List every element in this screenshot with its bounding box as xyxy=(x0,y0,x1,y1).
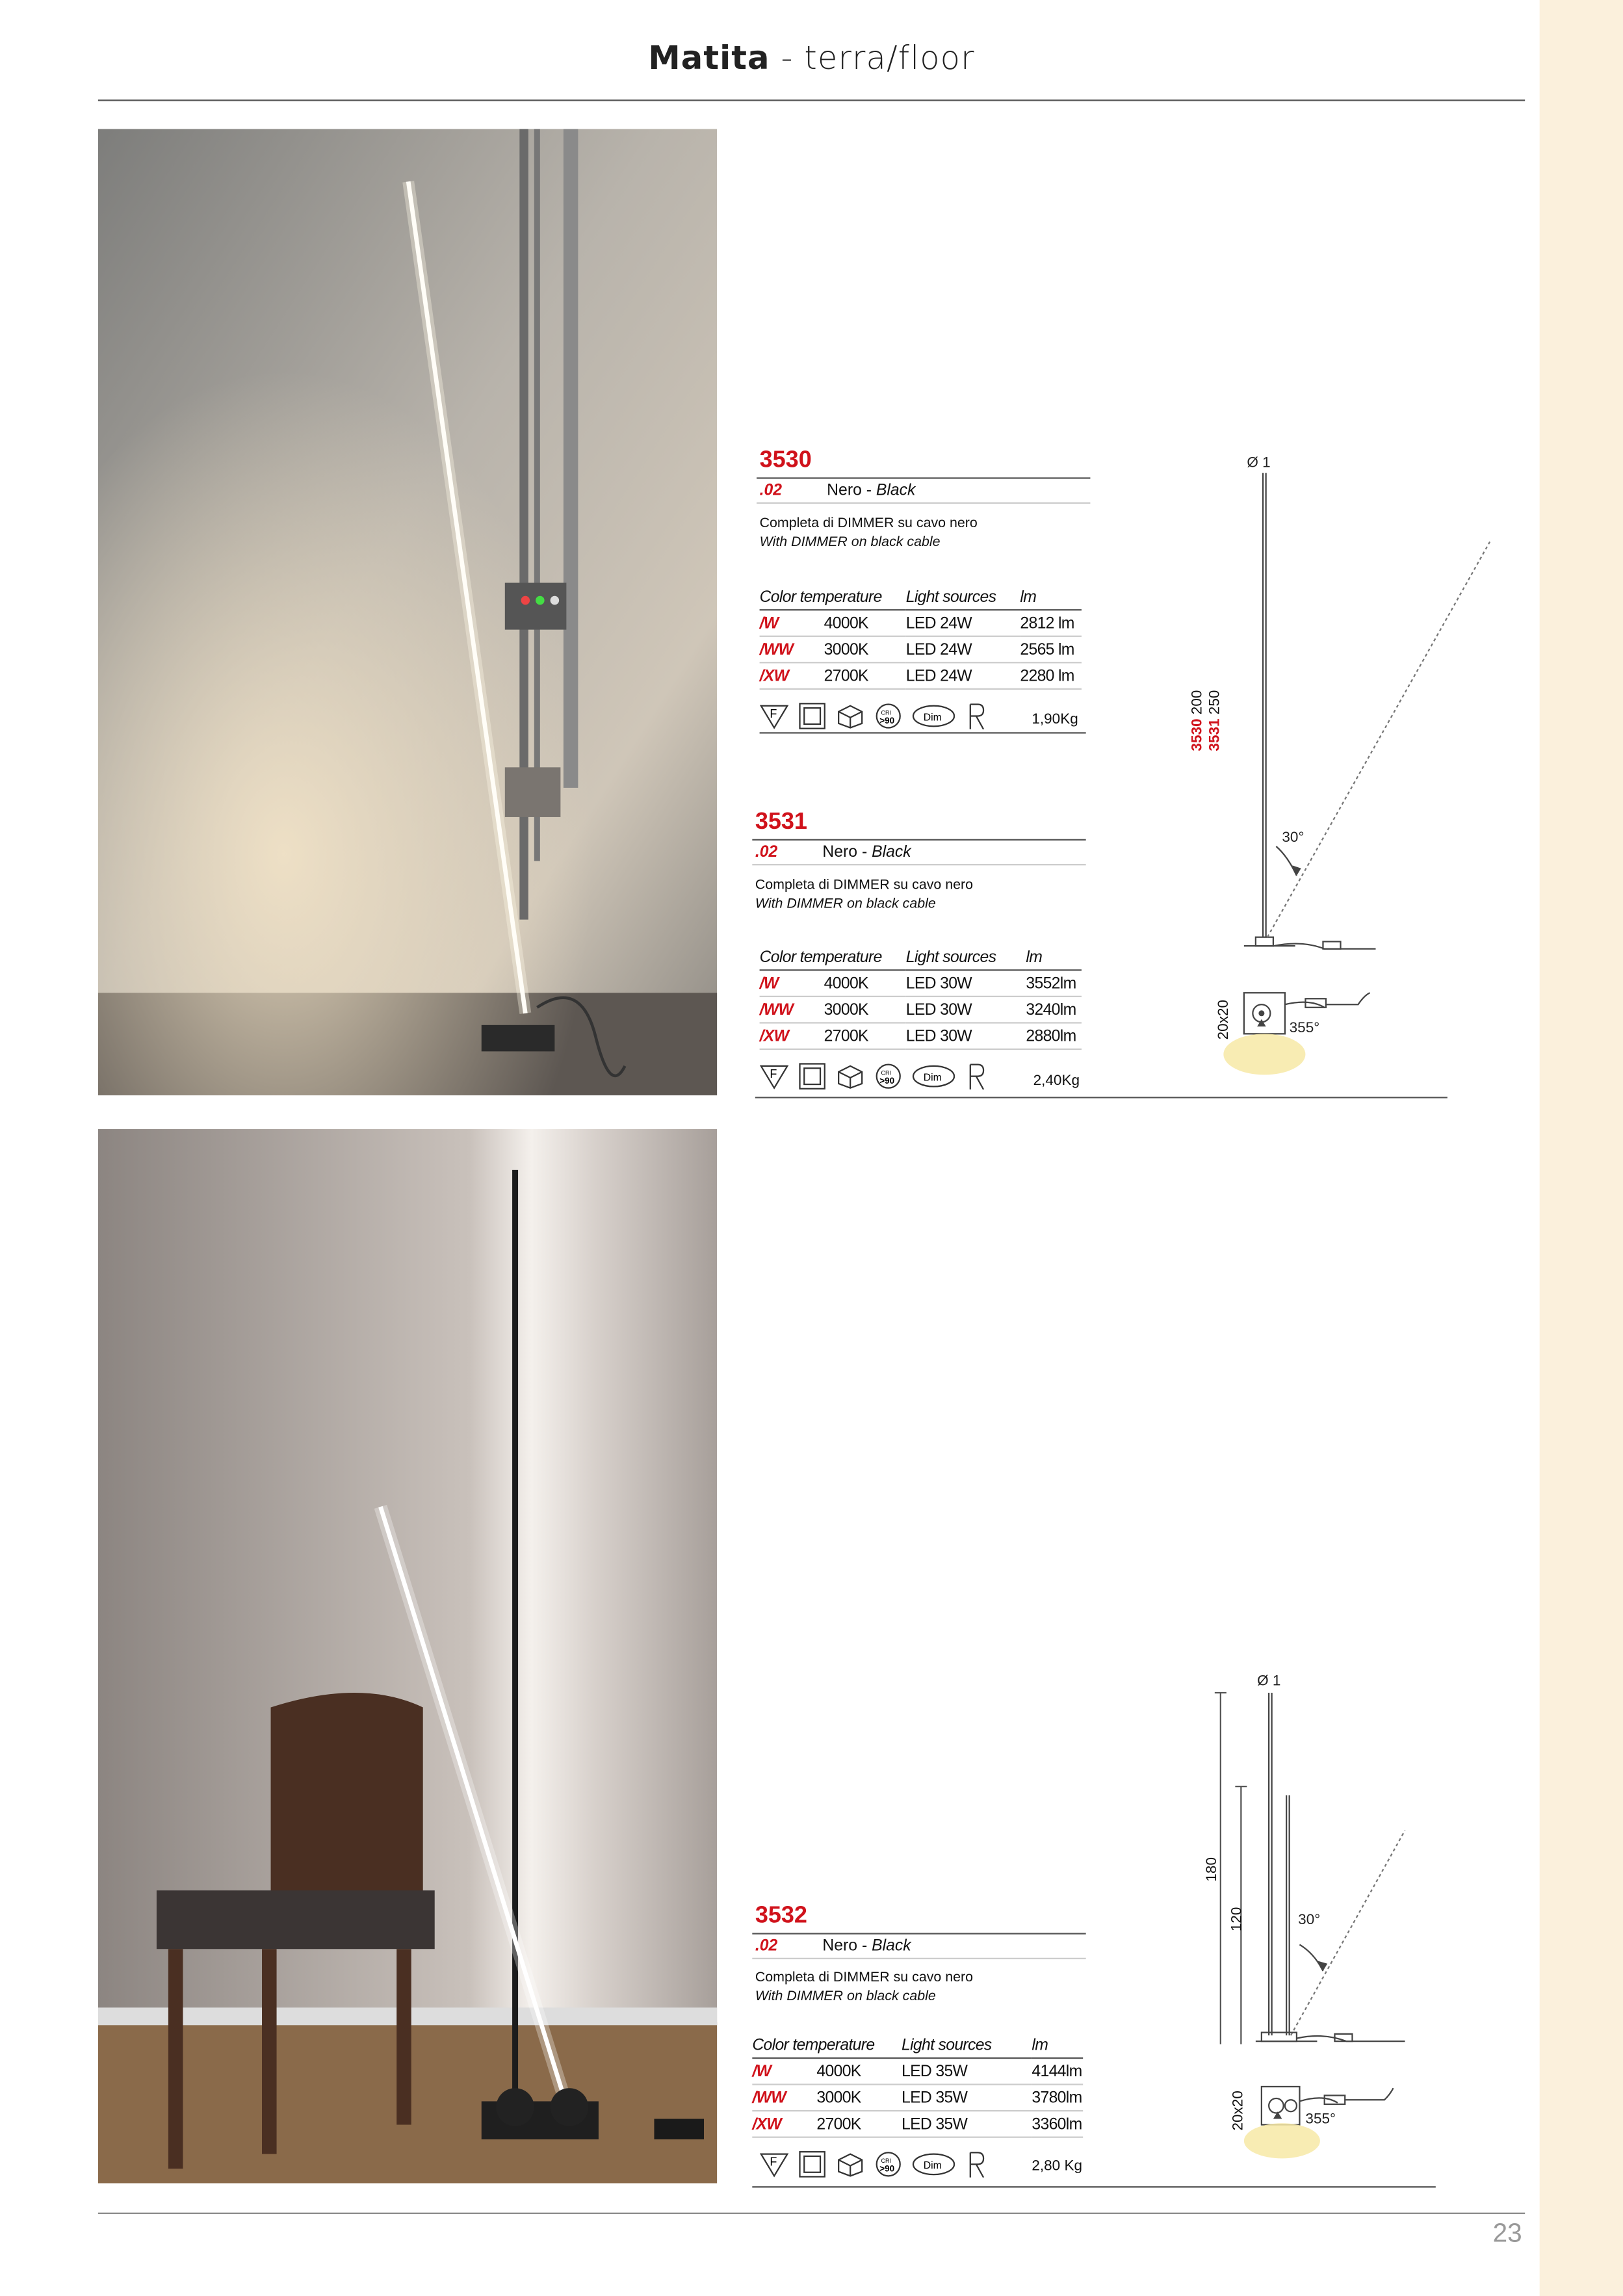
cri-icon xyxy=(875,703,902,729)
svg-text:>90: >90 xyxy=(879,2163,895,2174)
light-source: LED 30W xyxy=(906,997,1026,1023)
product-photo-1 xyxy=(98,129,717,1095)
lumens: 3780lm xyxy=(1032,2085,1083,2111)
description-3531 xyxy=(755,876,973,914)
svg-text:CRI: CRI xyxy=(881,709,891,716)
color-temp: 2700K xyxy=(824,1027,868,1045)
desc-en: With DIMMER on black cable xyxy=(755,1989,936,2005)
product-code-3530: 3530 xyxy=(759,448,812,473)
color-temp: 3000K xyxy=(816,2089,861,2107)
lumens: 2812 lm xyxy=(1020,610,1082,636)
f-class-icon xyxy=(760,2151,789,2178)
sku-suffix: /XW xyxy=(759,667,789,685)
height-label-3531: 3531 250 xyxy=(1207,690,1224,751)
sku-suffix: /W xyxy=(752,2062,772,2080)
dimmable-icon xyxy=(912,705,956,728)
spec-table-3532 xyxy=(752,2034,1083,2138)
desc-it: Completa di DIMMER su cavo nero xyxy=(755,877,974,894)
diameter-label-2: Ø 1 xyxy=(1257,1673,1281,1690)
col-light-sources: Light sources xyxy=(906,946,1026,970)
table-row xyxy=(752,2111,1083,2137)
r-mark-icon xyxy=(966,2150,987,2179)
installation-box-icon xyxy=(836,703,865,729)
weight-3532: 2,80 Kg xyxy=(1032,2158,1083,2175)
variant-name: Nero - Black xyxy=(822,1937,911,1955)
weight-3530: 1,90Kg xyxy=(1032,711,1078,728)
table-row xyxy=(752,2058,1083,2085)
lumens: 3360lm xyxy=(1032,2111,1083,2137)
spec-header xyxy=(752,2034,1083,2058)
light-source: LED 24W xyxy=(906,636,1020,663)
spec-table-3531 xyxy=(760,946,1082,1050)
cri-icon xyxy=(875,2151,902,2178)
svg-text:Dim: Dim xyxy=(923,712,942,724)
variant-code: .02 xyxy=(759,482,783,500)
header-divider xyxy=(98,99,1525,101)
product-subtitle: - terra/floor xyxy=(770,41,975,78)
page-title xyxy=(0,41,1623,77)
spec-header xyxy=(760,946,1082,970)
color-temp: 4000K xyxy=(824,974,868,993)
angle-label-2: 30° xyxy=(1298,1912,1321,1929)
product-name: Matita xyxy=(648,41,770,78)
col-lm: lm xyxy=(1032,2034,1083,2058)
desc-it: Completa di DIMMER su cavo nero xyxy=(759,515,978,532)
color-temp: 4000K xyxy=(816,2062,861,2080)
desc-it: Completa di DIMMER su cavo nero xyxy=(755,1969,974,1986)
sku-suffix: /WW xyxy=(759,640,794,659)
cri-icon xyxy=(875,1063,902,1089)
height-label-180: 180 xyxy=(1204,1857,1221,1882)
sku-suffix: /XW xyxy=(759,1027,789,1045)
sku-suffix: /W xyxy=(759,614,779,632)
lumens: 3240lm xyxy=(1026,997,1082,1023)
technical-drawing-1 xyxy=(1171,439,1522,1084)
light-source: LED 24W xyxy=(906,662,1020,689)
variant-name: Nero - Black xyxy=(822,843,911,861)
product-code-3532: 3532 xyxy=(755,1903,807,1929)
light-source: LED 35W xyxy=(902,2085,1032,2111)
table-row xyxy=(760,1023,1082,1049)
svg-text:F: F xyxy=(770,2155,777,2169)
svg-text:F: F xyxy=(770,707,777,720)
col-color-temp: Color temperature xyxy=(760,586,906,610)
spec-table-3530 xyxy=(760,586,1082,690)
footer-divider xyxy=(98,2213,1525,2214)
svg-text:CRI: CRI xyxy=(881,2158,891,2165)
table-row xyxy=(760,610,1082,636)
color-temp: 2700K xyxy=(816,2115,861,2133)
color-temp: 3000K xyxy=(824,1000,868,1019)
table-row xyxy=(760,997,1082,1023)
product-photo-2 xyxy=(98,1129,717,2184)
installation-box-icon xyxy=(836,2151,865,2178)
lumens: 2280 lm xyxy=(1020,662,1082,689)
r-mark-icon xyxy=(966,701,987,731)
light-source: LED 35W xyxy=(902,2111,1032,2137)
base-label-1: 20x20 xyxy=(1216,999,1232,1040)
variant-code: .02 xyxy=(755,843,778,861)
dimmable-icon xyxy=(912,1065,956,1088)
lumens: 3552lm xyxy=(1026,970,1082,997)
svg-text:CRI: CRI xyxy=(881,1069,891,1076)
table-row xyxy=(760,662,1082,689)
variant-name: Nero - Black xyxy=(827,482,916,500)
spec-header xyxy=(760,586,1082,610)
weight-3531: 2,40Kg xyxy=(1033,1073,1080,1089)
class-ii-icon xyxy=(799,1063,825,1089)
svg-text:F: F xyxy=(770,1067,777,1080)
light-source: LED 30W xyxy=(906,970,1026,997)
svg-text:Dim: Dim xyxy=(923,2160,942,2172)
col-color-temp: Color temperature xyxy=(760,946,906,970)
dimmable-icon xyxy=(912,2152,956,2176)
page-number: 23 xyxy=(1492,2218,1522,2248)
class-ii-icon xyxy=(799,703,825,729)
sku-suffix: /WW xyxy=(752,2089,786,2107)
rotation-label-2: 355° xyxy=(1305,2111,1336,2128)
section2-divider xyxy=(752,2186,1435,2187)
table-row xyxy=(752,2085,1083,2111)
product-code-3531: 3531 xyxy=(755,809,807,835)
light-source: LED 30W xyxy=(906,1023,1026,1049)
sku-suffix: /WW xyxy=(759,1000,794,1019)
height-label-120: 120 xyxy=(1229,1907,1246,1932)
svg-text:Dim: Dim xyxy=(923,1072,942,1084)
lumens: 2880lm xyxy=(1026,1023,1082,1049)
col-light-sources: Light sources xyxy=(902,2034,1032,2058)
svg-text:>90: >90 xyxy=(879,715,895,725)
col-lm: lm xyxy=(1026,946,1082,970)
color-temp: 2700K xyxy=(824,667,868,685)
col-color-temp: Color temperature xyxy=(752,2034,902,2058)
sidebar-band xyxy=(1540,0,1623,2296)
height-label-3530: 3530 200 xyxy=(1189,690,1206,751)
class-ii-icon xyxy=(799,2151,825,2178)
variant-row-3532 xyxy=(752,1933,1085,1959)
diameter-label-1: Ø 1 xyxy=(1247,455,1271,472)
col-lm: lm xyxy=(1020,586,1082,610)
installation-box-icon xyxy=(836,1063,865,1089)
sku-suffix: /XW xyxy=(752,2115,782,2133)
variant-row-3531 xyxy=(752,839,1085,866)
light-source: LED 24W xyxy=(906,610,1020,636)
angle-label-1: 30° xyxy=(1282,830,1305,847)
svg-text:>90: >90 xyxy=(879,1075,895,1086)
variant-code: .02 xyxy=(755,1937,778,1955)
r-mark-icon xyxy=(966,1062,987,1091)
color-temp: 4000K xyxy=(824,614,868,632)
light-source: LED 35W xyxy=(902,2058,1032,2085)
table-row xyxy=(760,636,1082,663)
f-class-icon xyxy=(760,703,789,729)
desc-en: With DIMMER on black cable xyxy=(759,534,941,551)
lumens: 4144lm xyxy=(1032,2058,1083,2085)
rotation-label-1: 355° xyxy=(1289,1021,1320,1037)
sku-suffix: /W xyxy=(759,974,779,993)
description-3530 xyxy=(760,514,978,553)
col-light-sources: Light sources xyxy=(906,586,1020,610)
section1-divider xyxy=(755,1097,1448,1098)
base-label-2: 20x20 xyxy=(1230,2091,1247,2131)
table-row xyxy=(760,970,1082,997)
variant-row-3530 xyxy=(757,477,1090,504)
desc-en: With DIMMER on black cable xyxy=(755,896,936,913)
lumens: 2565 lm xyxy=(1020,636,1082,663)
f-class-icon xyxy=(760,1063,789,1089)
color-temp: 3000K xyxy=(824,640,868,659)
description-3532 xyxy=(755,1968,973,2006)
